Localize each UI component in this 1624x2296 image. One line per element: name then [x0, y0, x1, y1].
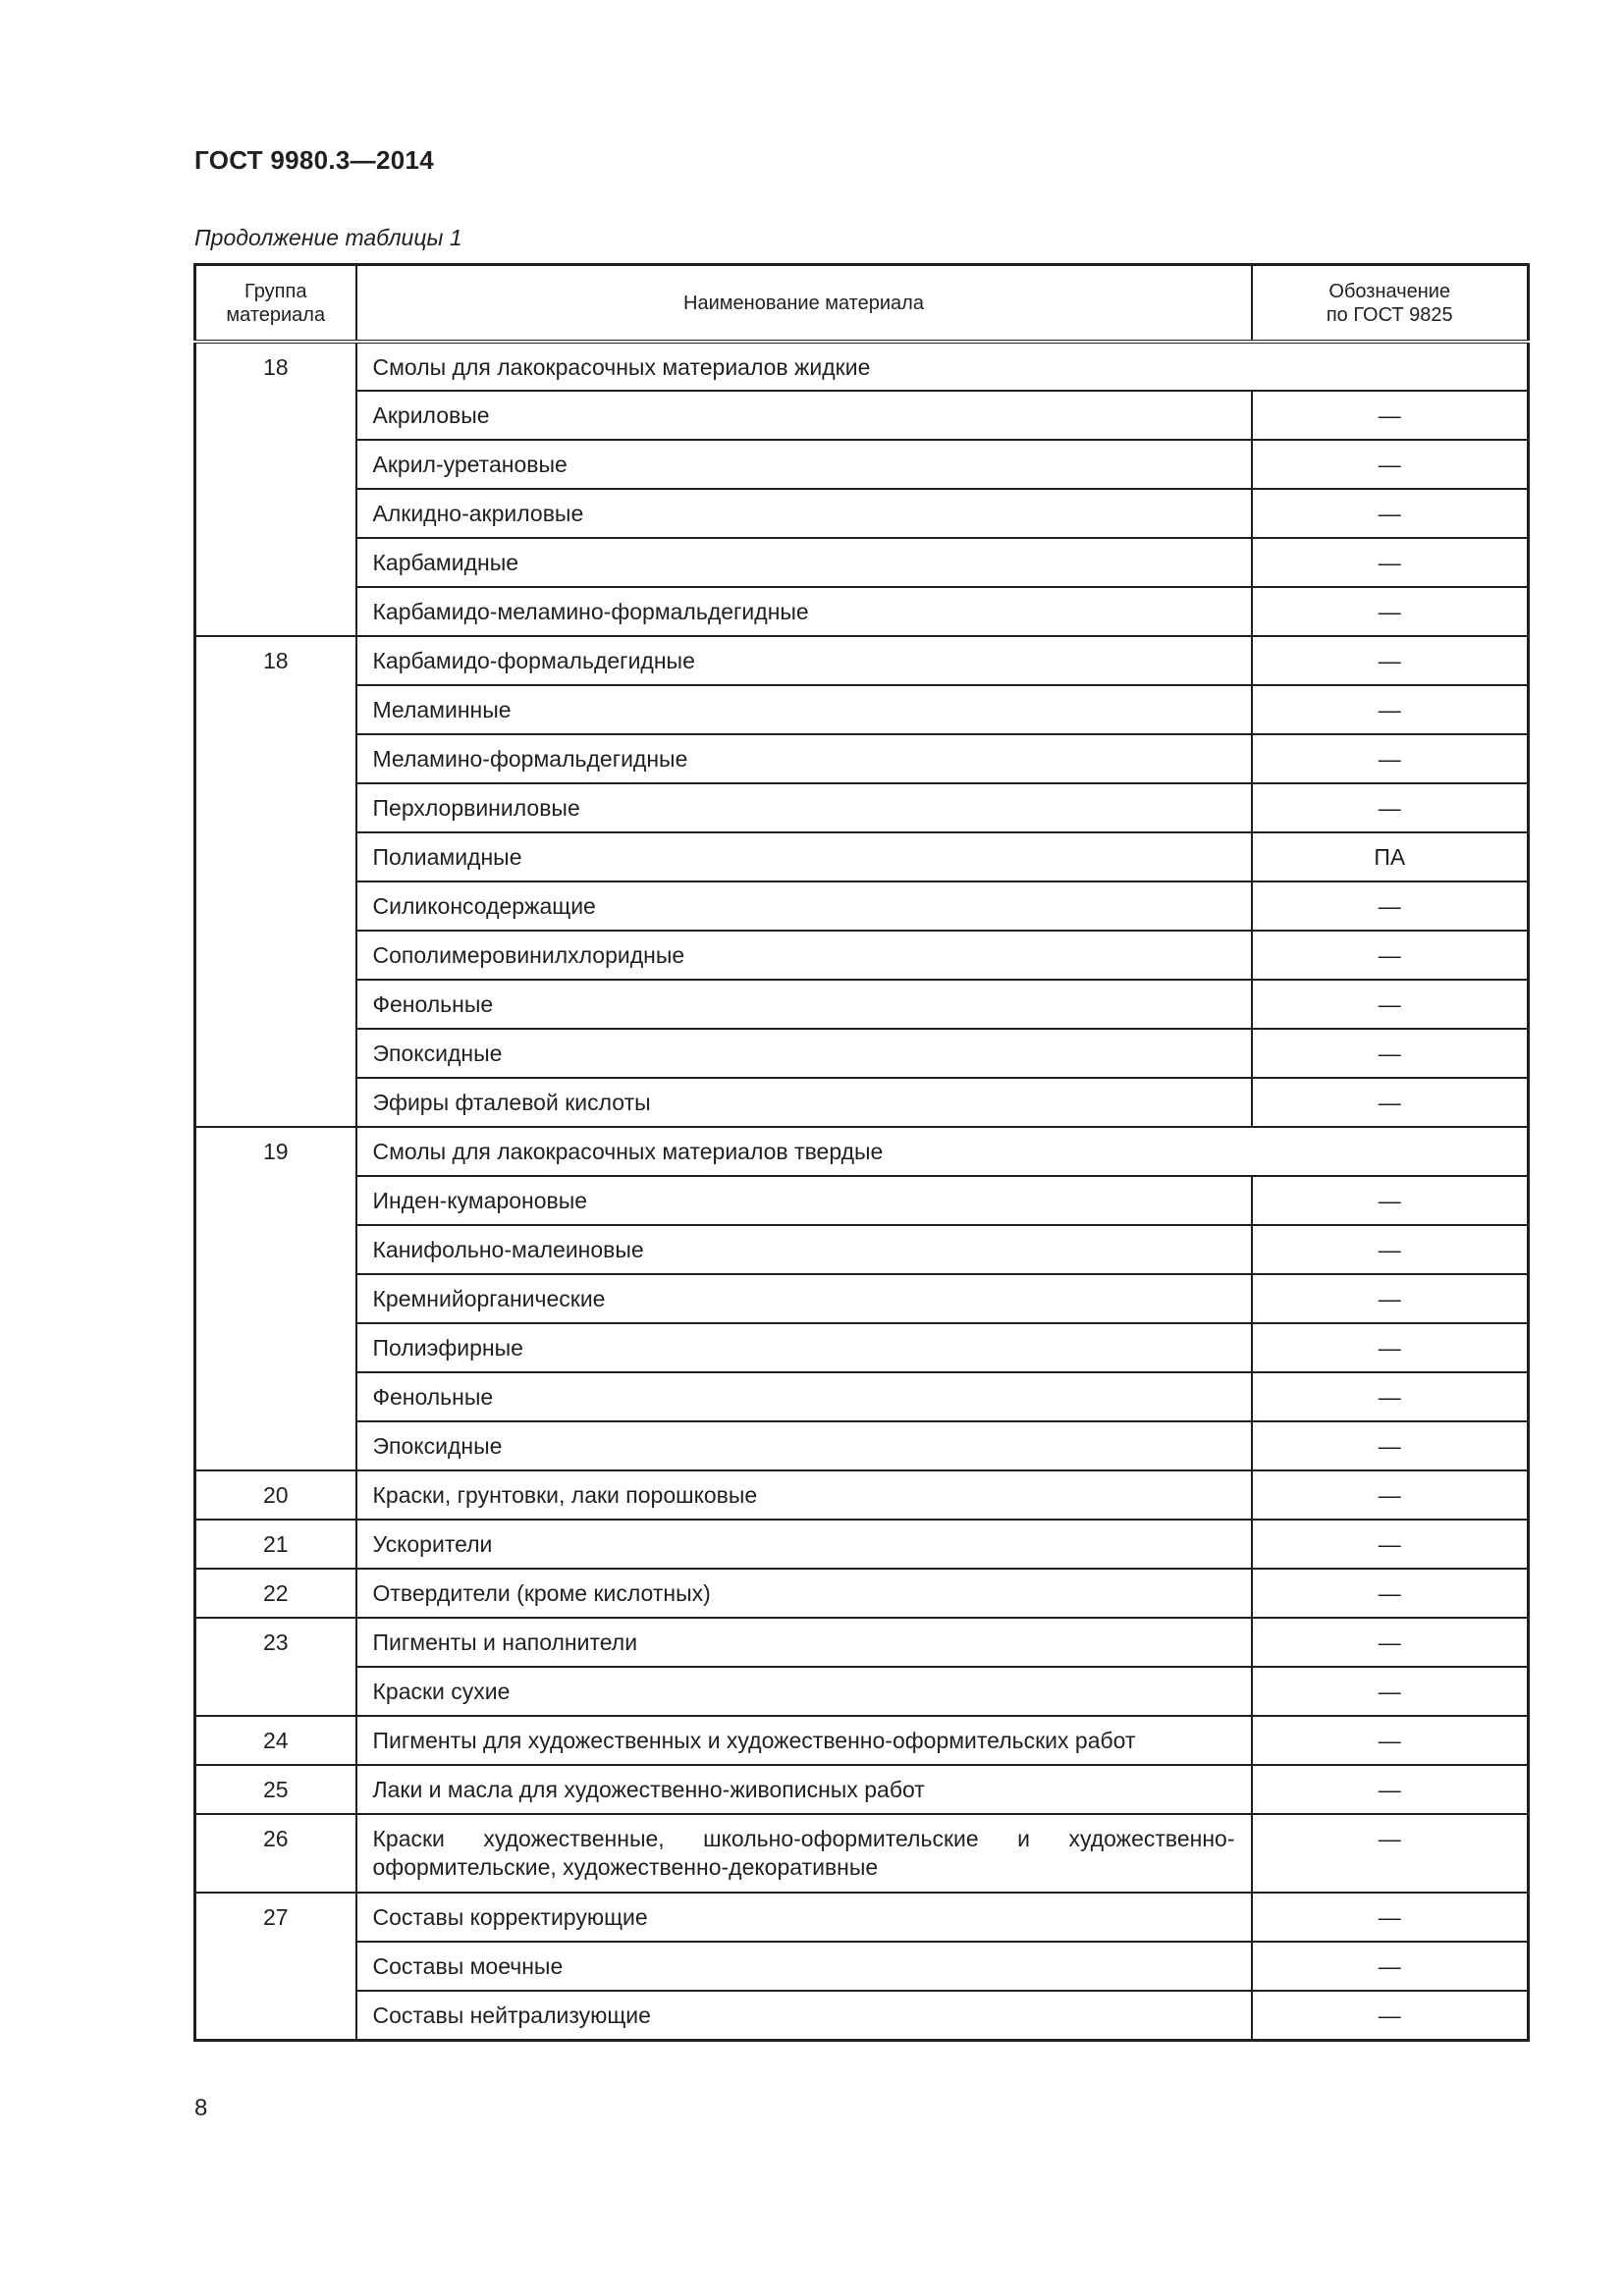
table-row: [195, 391, 1529, 440]
name-cell: Фенольные: [356, 1372, 1252, 1421]
name-cell: Составы корректирующие: [356, 1893, 1252, 1942]
table-row: [195, 783, 1529, 832]
designation-cell: —: [1252, 685, 1529, 734]
table-row: [195, 440, 1529, 489]
group-cell: 20: [195, 1470, 356, 1520]
name-cell: Инден-кумароновые: [356, 1176, 1252, 1225]
group-cell: 21: [195, 1520, 356, 1569]
table-row: [195, 1569, 1529, 1618]
designation-cell: —: [1252, 1176, 1529, 1225]
name-cell: Перхлорвиниловые: [356, 783, 1252, 832]
name-cell: Эпоксидные: [356, 1029, 1252, 1078]
designation-cell: —: [1252, 1814, 1529, 1893]
name-cell: Канифольно-малеиновые: [356, 1225, 1252, 1274]
group-cell: 19: [195, 1127, 356, 1470]
table-row: [195, 538, 1529, 587]
designation-cell: —: [1252, 1991, 1529, 2040]
name-cell: Меламино-формальдегидные: [356, 734, 1252, 783]
designation-cell: —: [1252, 1225, 1529, 1274]
table-row: [195, 1520, 1529, 1569]
name-cell: Полиэфирные: [356, 1323, 1252, 1372]
designation-cell: —: [1252, 1029, 1529, 1078]
group-cell: 23: [195, 1618, 356, 1716]
name-cell: Меламинные: [356, 685, 1252, 734]
designation-cell: —: [1252, 1942, 1529, 1991]
table-row: [195, 1225, 1529, 1274]
name-cell: Отвердители (кроме кислотных): [356, 1569, 1252, 1618]
name-cell: Эфиры фталевой кислоты: [356, 1078, 1252, 1127]
table-row: [195, 1421, 1529, 1470]
designation-cell: —: [1252, 980, 1529, 1029]
designation-cell: ПА: [1252, 832, 1529, 881]
name-cell: Пигменты и наполнители: [356, 1618, 1252, 1667]
table-row: [195, 1176, 1529, 1225]
designation-cell: —: [1252, 538, 1529, 587]
name-cell: Акрил-уретановые: [356, 440, 1252, 489]
materials-table: [193, 263, 1530, 2042]
designation-cell: —: [1252, 1421, 1529, 1470]
designation-cell: —: [1252, 1323, 1529, 1372]
column-header-group: Группа материала: [195, 265, 356, 343]
name-cell: Пигменты для художественных и художественно-оформительских работ: [356, 1716, 1252, 1765]
name-cell: Ускорители: [356, 1520, 1252, 1569]
name-cell: Составы моечные: [356, 1942, 1252, 1991]
group-cell: 22: [195, 1569, 356, 1618]
table-row: [195, 1323, 1529, 1372]
designation-cell: —: [1252, 1078, 1529, 1127]
name-cell: Алкидно-акриловые: [356, 489, 1252, 538]
group-cell: 26: [195, 1814, 356, 1893]
table-caption: Продолжение таблицы 1: [194, 225, 462, 250]
designation-cell: —: [1252, 391, 1529, 440]
designation-cell: —: [1252, 1716, 1529, 1765]
designation-cell: —: [1252, 636, 1529, 685]
name-cell: Краски, грунтовки, лаки порошковые: [356, 1470, 1252, 1520]
table-row: [195, 832, 1529, 881]
name-cell: Лаки и масла для художественно-живописных работ: [356, 1765, 1252, 1814]
document-id: ГОСТ 9980.3—2014: [194, 145, 435, 175]
table-row: [195, 1942, 1529, 1991]
name-cell: Акриловые: [356, 391, 1252, 440]
table-row: [195, 1667, 1529, 1716]
name-cell: Составы нейтрализующие: [356, 1991, 1252, 2040]
table-row: [195, 734, 1529, 783]
name-cell: Силиконсодержащие: [356, 881, 1252, 931]
table-row: [195, 1470, 1529, 1520]
designation-cell: —: [1252, 734, 1529, 783]
table-row: [195, 881, 1529, 931]
table-row: [195, 1893, 1529, 1942]
table-row: [195, 980, 1529, 1029]
table-row: [195, 1814, 1529, 1893]
table-row: [195, 1618, 1529, 1667]
name-cell: Сополимеровинилхлоридные: [356, 931, 1252, 980]
designation-cell: —: [1252, 1618, 1529, 1667]
designation-cell: —: [1252, 931, 1529, 980]
table-header-row: [195, 265, 1529, 343]
table-row: [195, 931, 1529, 980]
designation-cell: —: [1252, 440, 1529, 489]
designation-cell: —: [1252, 587, 1529, 636]
table-row: [195, 489, 1529, 538]
designation-cell: —: [1252, 1520, 1529, 1569]
table-row: [195, 1274, 1529, 1323]
designation-cell: —: [1252, 489, 1529, 538]
group-cell: 24: [195, 1716, 356, 1765]
table-row: [195, 587, 1529, 636]
group-cell: 25: [195, 1765, 356, 1814]
designation-cell: —: [1252, 783, 1529, 832]
group-cell: 27: [195, 1893, 356, 2040]
designation-cell: —: [1252, 1372, 1529, 1421]
name-cell: Краски сухие: [356, 1667, 1252, 1716]
designation-cell: —: [1252, 1569, 1529, 1618]
name-cell: Смолы для лакокрасочных материалов твердые: [356, 1127, 1529, 1176]
table-row: [195, 636, 1529, 685]
name-cell: Смолы для лакокрасочных материалов жидкие: [356, 342, 1529, 391]
group-cell: 18: [195, 636, 356, 1127]
table-row: [195, 1716, 1529, 1765]
table-row: [195, 1078, 1529, 1127]
designation-cell: —: [1252, 1765, 1529, 1814]
table-row: [195, 342, 1529, 391]
group-cell: 18: [195, 342, 356, 636]
table-row: [195, 1127, 1529, 1176]
name-cell: Полиамидные: [356, 832, 1252, 881]
table-row: [195, 1765, 1529, 1814]
name-cell: Кремнийорганические: [356, 1274, 1252, 1323]
name-cell: Карбамидные: [356, 538, 1252, 587]
designation-cell: —: [1252, 1667, 1529, 1716]
name-cell: Краски художественные, школьно-оформительские и художественно-оформительские, художественно-декоративные: [356, 1814, 1252, 1893]
name-cell: Карбамидо-формальдегидные: [356, 636, 1252, 685]
designation-cell: —: [1252, 1274, 1529, 1323]
designation-cell: —: [1252, 1893, 1529, 1942]
name-cell: Фенольные: [356, 980, 1252, 1029]
table-row: [195, 685, 1529, 734]
name-cell: Карбамидо-меламино-формальдегидные: [356, 587, 1252, 636]
designation-cell: —: [1252, 1470, 1529, 1520]
column-header-name: Наименование материала: [356, 265, 1252, 343]
name-cell: Эпоксидные: [356, 1421, 1252, 1470]
designation-cell: —: [1252, 881, 1529, 931]
table-row: [195, 1029, 1529, 1078]
table-row: [195, 1372, 1529, 1421]
column-header-designation: Обозначение по ГОСТ 9825: [1252, 265, 1529, 343]
table-row: [195, 1991, 1529, 2040]
page-number: 8: [194, 2095, 208, 2121]
